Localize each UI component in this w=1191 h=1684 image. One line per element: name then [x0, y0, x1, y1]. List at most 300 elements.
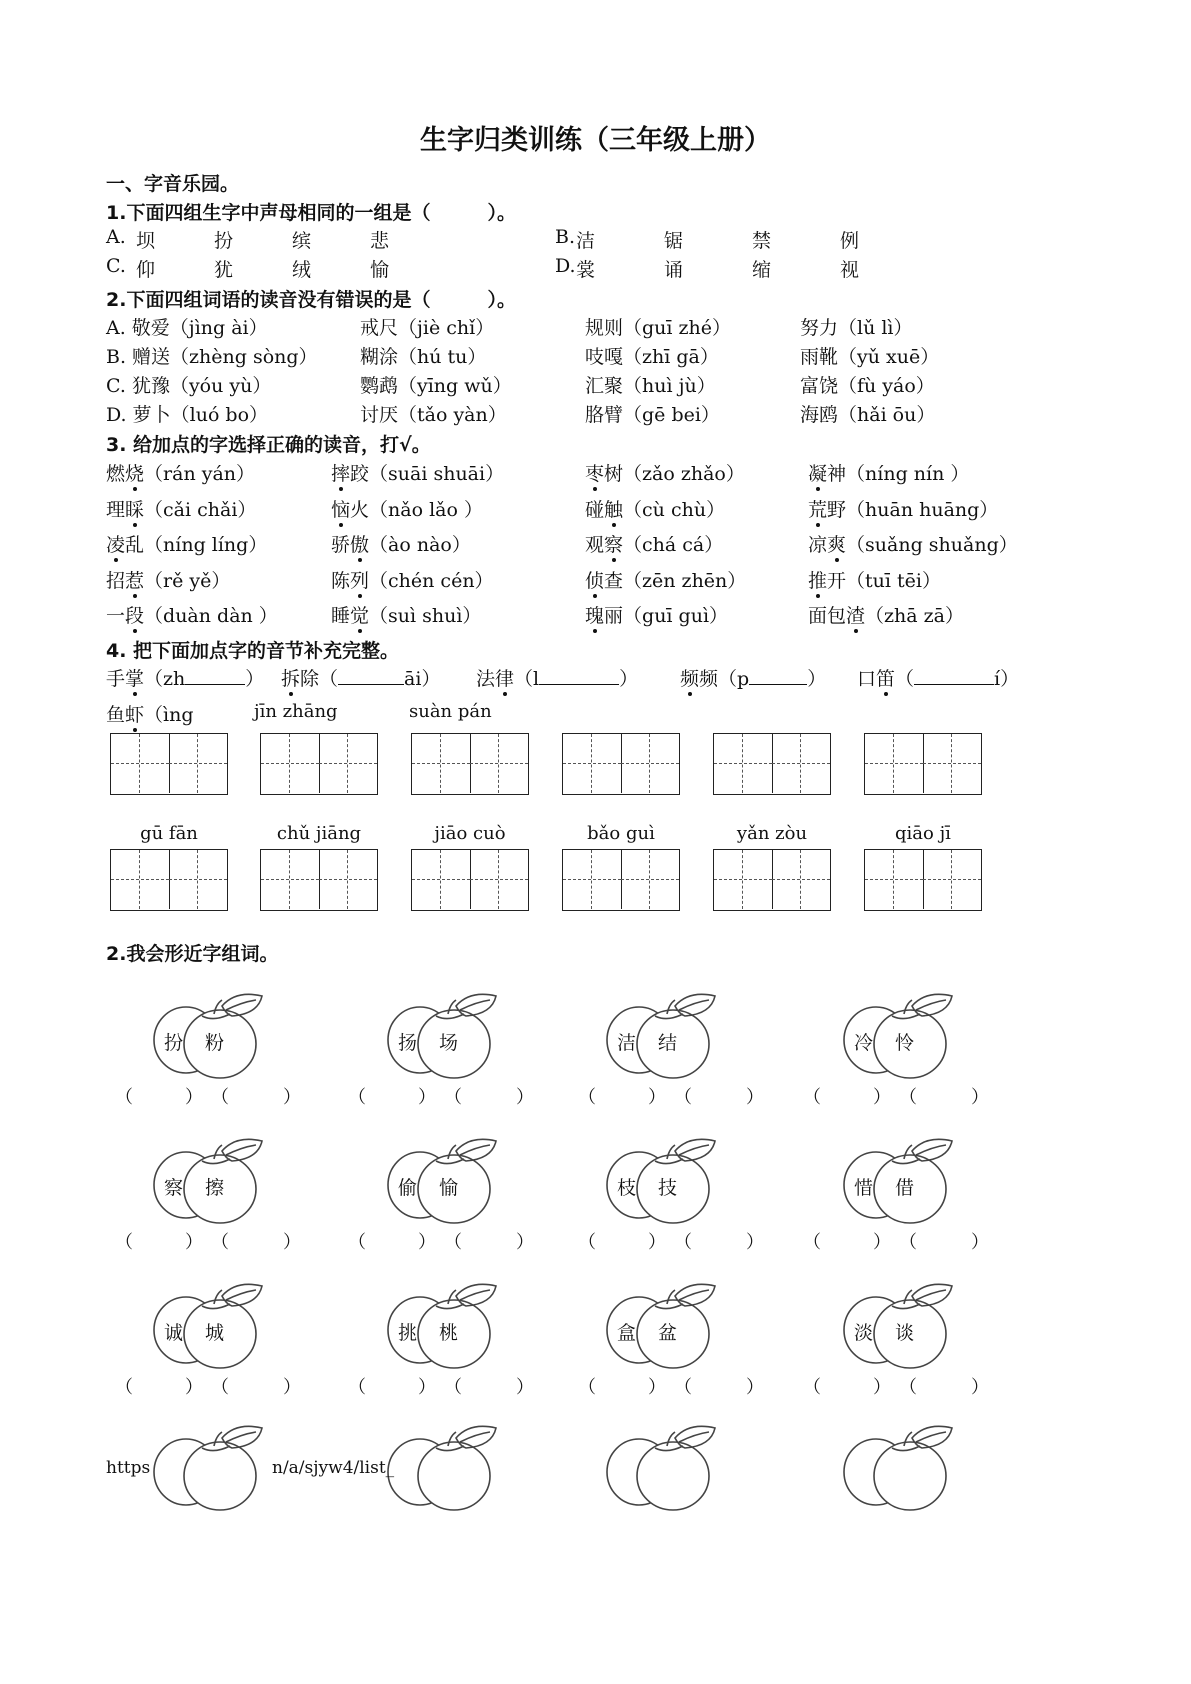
grid-cell[interactable] [621, 734, 679, 793]
apple-pair [384, 1282, 514, 1372]
grid-cell[interactable] [772, 850, 830, 909]
word-reading: B. 赠送（zhèng sòng） [106, 346, 318, 368]
paren-open: （ [803, 1232, 821, 1253]
apple-char-right: 粉 [205, 1032, 225, 1054]
word-reading [106, 601, 278, 628]
word-reading: 吱嘎（zhī gā） [585, 346, 719, 368]
grid-cell[interactable] [470, 734, 528, 793]
answer-blank[interactable] [694, 1373, 742, 1395]
syllable-suffix: ） [619, 668, 639, 690]
apple-pair [840, 1137, 970, 1227]
pinyin-label: yǎn zòu [736, 823, 808, 844]
pinyin-choices: （rán yán） [144, 463, 256, 485]
dotted-char: 列 [350, 566, 369, 593]
apple-char-left: 淡 [854, 1322, 874, 1344]
option-letter: A. [106, 226, 126, 248]
word-reading: 海鸥（hǎi ōu） [800, 404, 936, 426]
word-reading [585, 530, 723, 557]
grid-cell[interactable] [261, 850, 320, 909]
grid-cell[interactable] [169, 850, 227, 909]
writing-grid[interactable] [260, 849, 378, 911]
dotted-char: 渣 [846, 601, 865, 628]
grid-cell[interactable] [923, 734, 981, 793]
question-heading: 1.下面四组生字中声母相同的一组是（ ）。 [106, 202, 516, 224]
word-reading [331, 495, 483, 522]
answer-blank[interactable] [464, 1083, 512, 1105]
apple-pair [603, 992, 733, 1082]
syllable-item [281, 664, 440, 691]
answer-blank[interactable] [231, 1373, 279, 1395]
word-char: 法 [476, 668, 496, 690]
apple-char-right: 愉 [439, 1177, 459, 1199]
word-char: 鱼 [106, 704, 126, 726]
pinyin-choices: （tuī tēi） [846, 569, 941, 592]
dotted-char: 傲 [350, 530, 369, 557]
word-char: 笛 [876, 664, 895, 691]
word-reading [331, 566, 494, 593]
syllable-item [476, 664, 638, 691]
writing-grid[interactable] [864, 733, 982, 795]
paren-close: ） [873, 1232, 891, 1253]
paren-close: ） [873, 1377, 891, 1398]
paren-close: ） [746, 1232, 764, 1253]
answer-blank[interactable] [598, 1373, 646, 1395]
pinyin-label: chǔ jiāng [276, 823, 362, 844]
dotted-char: 神 [827, 463, 847, 485]
option-char: 愉 [370, 259, 390, 281]
word-prefix: 碰 [585, 498, 605, 521]
apple-pair [603, 1282, 733, 1372]
word-prefix: 凉 [808, 534, 828, 556]
paren-open: （ [115, 1377, 133, 1398]
apple-char-right: 结 [658, 1032, 678, 1054]
question-heading: 4. 把下面加点字的音节补充完整。 [106, 640, 400, 662]
pinyin-choices: （suì shuì） [369, 605, 482, 627]
paren-open: （ [211, 1232, 229, 1253]
word-reading: C. 犹豫（yóu yù） [106, 375, 272, 397]
option-char: 视 [840, 259, 860, 281]
word-reading [331, 459, 504, 486]
pinyin-choices: （cǎi chǎi） [144, 498, 257, 521]
apple-char-right: 桃 [439, 1322, 459, 1344]
grid-guide-h [865, 763, 923, 764]
grid-cell[interactable] [319, 734, 377, 793]
dotted-char: 觉 [350, 601, 369, 628]
word-prefix: 观 [585, 534, 605, 556]
paren-open: （ [115, 1087, 133, 1108]
syllable-prefix: （l [514, 668, 540, 690]
grid-guide-h [470, 879, 528, 880]
answer-blank[interactable] [185, 668, 245, 685]
apple-pair [840, 1282, 970, 1372]
word-reading [808, 530, 1018, 557]
answer-blank[interactable] [694, 1083, 742, 1105]
option-char: 缤 [292, 230, 312, 252]
writing-grid[interactable] [713, 733, 831, 795]
grid-guide-h [169, 763, 227, 764]
word-reading: 富饶（fù yáo） [800, 375, 935, 397]
answer-blank[interactable] [368, 1373, 416, 1395]
pinyin-choices: （ào nào） [369, 534, 471, 556]
syllable-item [106, 700, 194, 727]
answer-blank[interactable] [919, 1373, 967, 1395]
option-char: 仰 [136, 259, 156, 281]
grid-cell[interactable] [714, 734, 773, 793]
apple-char-left: 扮 [164, 1032, 184, 1054]
word-reading: A. 敬爱（jìng ài） [106, 317, 268, 339]
grid-cell[interactable] [923, 850, 981, 909]
paren-close: ） [418, 1087, 436, 1108]
writing-grid[interactable] [713, 849, 831, 911]
word-reading: 胳臂（gē bei） [585, 404, 720, 426]
grid-guide-h [714, 879, 772, 880]
paren-open: （ [803, 1377, 821, 1398]
word-reading: 鹦鹉（yīng wǔ） [360, 375, 512, 397]
paren-open: （ [578, 1232, 596, 1253]
dotted-char: 火 [350, 498, 370, 521]
word-prefix: 陈 [331, 569, 351, 592]
apple-char-left: 惜 [854, 1177, 874, 1199]
word-reading [331, 530, 471, 557]
answer-blank[interactable] [914, 668, 994, 685]
word-char: 拆 [281, 664, 300, 691]
paren-close: ） [516, 1232, 534, 1253]
question-heading: 2.下面四组词语的读音没有错误的是（ ）。 [106, 289, 516, 311]
pinyin-choices: （chá cá） [623, 534, 724, 556]
apple-char-left: 偷 [398, 1177, 418, 1199]
grid-cell[interactable] [261, 734, 320, 793]
syllable-prefix: （ [895, 668, 915, 690]
grid-cell[interactable] [111, 850, 170, 909]
grid-guide-h [111, 763, 169, 764]
apple-pair [603, 1137, 733, 1227]
grid-guide-h [261, 879, 319, 880]
word-reading [585, 459, 745, 486]
paren-open: （ [444, 1377, 462, 1398]
grid-guide-h [319, 763, 377, 764]
answer-blank[interactable] [368, 1083, 416, 1105]
grid-guide-h [923, 879, 981, 880]
grid-cell[interactable] [563, 734, 622, 793]
answer-blank[interactable] [231, 1228, 279, 1250]
grid-guide-h [714, 763, 772, 764]
word-reading [106, 459, 255, 486]
apple-pair [150, 1282, 280, 1372]
word-prefix: 凌 [106, 530, 125, 557]
dotted-char: 触 [604, 495, 623, 522]
apple-icon [384, 1424, 514, 1514]
option-char: 绒 [292, 259, 312, 281]
syllable-prefix: （ [319, 668, 339, 690]
grid-guide-h [169, 879, 227, 880]
syllable-suffix: （ìng [144, 704, 194, 726]
pinyin-choices: （nǎo lǎo ） [369, 498, 483, 521]
grid-cell[interactable] [169, 734, 227, 793]
grid-cell[interactable] [412, 734, 471, 793]
word-reading [585, 495, 725, 522]
paren-open: （ [899, 1087, 917, 1108]
paren-close: ） [971, 1087, 989, 1108]
paren-open: （ [444, 1087, 462, 1108]
apple-char-left: 枝 [617, 1177, 637, 1199]
apple-char-left: 挑 [398, 1322, 418, 1344]
writing-grid[interactable] [110, 849, 228, 911]
option-letter: B. [555, 226, 576, 248]
paren-close: ） [746, 1087, 764, 1108]
option-char: 扮 [214, 230, 234, 252]
word-reading [585, 566, 746, 593]
answer-blank[interactable] [823, 1228, 871, 1250]
grid-guide-h [563, 763, 621, 764]
dotted-char: 跤 [350, 463, 370, 485]
paren-close: ） [516, 1087, 534, 1108]
paren-close: ） [516, 1377, 534, 1398]
dotted-char: 段 [125, 601, 144, 628]
apple-icon [603, 1424, 733, 1514]
word-prefix: 摔 [331, 459, 350, 486]
syllable-prefix: （zh [144, 668, 186, 690]
option-char: 裳 [576, 259, 596, 281]
paren-open: （ [578, 1087, 596, 1108]
answer-blank[interactable] [539, 668, 619, 685]
word-char: 手 [106, 668, 126, 690]
word-prefix: 一 [106, 605, 126, 627]
pinyin-choices: （guī guì） [623, 605, 729, 627]
apple-char-left: 察 [164, 1177, 184, 1199]
pinyin-choices: （níng líng） [144, 534, 268, 556]
pinyin-choices: （zǎo zhǎo） [623, 463, 745, 485]
word-reading: 糊涂（hú tu） [360, 346, 487, 368]
answer-blank[interactable] [823, 1373, 871, 1395]
dotted-char: 烧 [125, 459, 144, 486]
word-prefix: 燃 [106, 463, 126, 485]
answer-blank[interactable] [338, 668, 404, 685]
paren-open: （ [899, 1232, 917, 1253]
writing-grid[interactable] [411, 849, 529, 911]
option-char: 犹 [214, 259, 234, 281]
answer-blank[interactable] [823, 1083, 871, 1105]
syllable-suffix: ） [245, 668, 265, 690]
syllable-suffix: āi） [404, 668, 441, 690]
grid-guide-h [621, 763, 679, 764]
option-char: 坝 [136, 230, 156, 252]
word-reading: 努力（lǔ lì） [800, 317, 913, 339]
word-char: 律 [495, 664, 514, 691]
pinyin-label: suàn pán [409, 701, 492, 722]
pinyin-choices: （níng nín ） [846, 463, 970, 485]
paren-close: ） [648, 1377, 666, 1398]
paren-open: （ [348, 1377, 366, 1398]
word-reading [808, 495, 998, 522]
paren-open: （ [115, 1232, 133, 1253]
syllable-item [106, 664, 264, 691]
grid-guide-h [621, 879, 679, 880]
writing-grid[interactable] [260, 733, 378, 795]
apple-pair [150, 992, 280, 1082]
grid-cell[interactable] [319, 850, 377, 909]
answer-blank[interactable] [598, 1083, 646, 1105]
option-char: 缩 [752, 259, 772, 281]
apple-pair [150, 1137, 280, 1227]
word-reading: D. 萝卜（luó bo） [106, 404, 269, 426]
paren-close: ） [283, 1377, 301, 1398]
dotted-char: 惹 [125, 566, 144, 593]
answer-blank[interactable] [919, 1083, 967, 1105]
paren-close: ） [971, 1377, 989, 1398]
answer-blank[interactable] [368, 1228, 416, 1250]
word-prefix: 荒 [808, 495, 827, 522]
word-reading: 讨厌（tǎo yàn） [360, 404, 507, 426]
dotted-char: 乱 [125, 534, 145, 556]
word-prefix: 瑰 [585, 601, 604, 628]
apple-char-right: 技 [658, 1177, 678, 1199]
apple-char-left: 冷 [854, 1032, 874, 1054]
option-char: 锯 [664, 230, 684, 252]
grid-cell[interactable] [865, 850, 924, 909]
paren-close: ） [746, 1377, 764, 1398]
syllable-item [857, 664, 1019, 691]
option-char: 洁 [576, 230, 596, 252]
pinyin-choices: （duàn dàn ） [144, 605, 278, 627]
dotted-char: 察 [604, 530, 623, 557]
option-char: 例 [840, 230, 860, 252]
word-prefix: 骄 [331, 534, 351, 556]
grid-cell[interactable] [621, 850, 679, 909]
grid-cell[interactable] [412, 850, 471, 909]
grid-guide-h [319, 879, 377, 880]
grid-cell[interactable] [470, 850, 528, 909]
word-char: 掌 [125, 664, 144, 691]
grid-guide-h [772, 879, 830, 880]
answer-blank[interactable] [135, 1228, 183, 1250]
apple-char-right: 场 [439, 1032, 459, 1054]
grid-cell[interactable] [714, 850, 773, 909]
grid-guide-h [772, 763, 830, 764]
dotted-char: 爽 [827, 530, 846, 557]
word-reading [106, 530, 267, 557]
word-reading [808, 566, 941, 593]
word-char: 频 [680, 664, 699, 691]
grid-guide-h [412, 763, 470, 764]
apple-icon [150, 1424, 280, 1514]
answer-blank[interactable] [135, 1083, 183, 1105]
dotted-char: 丽 [604, 605, 624, 627]
writing-grid[interactable] [562, 733, 680, 795]
apple-char-right: 谈 [895, 1322, 915, 1344]
paren-close: ） [283, 1232, 301, 1253]
grid-cell[interactable] [111, 734, 170, 793]
option-letter: C. [106, 255, 126, 277]
grid-guide-h [261, 763, 319, 764]
grid-cell[interactable] [563, 850, 622, 909]
answer-blank[interactable] [464, 1373, 512, 1395]
writing-grid[interactable] [864, 849, 982, 911]
syllable-prefix: （p [718, 668, 750, 690]
answer-blank[interactable] [598, 1228, 646, 1250]
word-reading: 戒尺（jiè chǐ） [360, 317, 495, 339]
paren-open: （ [444, 1232, 462, 1253]
paren-close: ） [185, 1232, 203, 1253]
apple-char-right: 盆 [658, 1322, 678, 1344]
word-prefix: 恼 [331, 495, 350, 522]
syllable-suffix: ） [807, 668, 827, 690]
grid-guide-h [865, 879, 923, 880]
paren-open: （ [899, 1377, 917, 1398]
pinyin-choices: （suāi shuāi） [369, 463, 505, 485]
word-reading [106, 566, 230, 593]
paren-open: （ [348, 1232, 366, 1253]
paren-close: ） [418, 1232, 436, 1253]
dotted-char: 开 [827, 569, 847, 592]
page-title: 生字归类训练（三年级上册） [420, 125, 771, 156]
answer-blank[interactable] [749, 668, 807, 685]
grid-guide-h [412, 879, 470, 880]
pinyin-choices: （cù chù） [623, 498, 726, 521]
syllable-suffix: í） [994, 668, 1020, 690]
apple-char-left: 盒 [617, 1322, 637, 1344]
answer-blank[interactable] [464, 1228, 512, 1250]
dotted-char: 查 [604, 569, 624, 592]
paren-open: （ [348, 1087, 366, 1108]
apple-char-left: 扬 [398, 1032, 418, 1054]
writing-grid[interactable] [562, 849, 680, 911]
section-heading: 一、字音乐园。 [106, 173, 240, 195]
word-reading [808, 459, 969, 486]
pinyin-choices: （zhā zā） [865, 605, 964, 627]
option-char: 禁 [752, 230, 772, 252]
option-char: 悲 [370, 230, 390, 252]
question-heading: 3. 给加点的字选择正确的读音，打√。 [106, 434, 431, 456]
apple-char-right: 借 [895, 1177, 915, 1199]
word-prefix: 招 [106, 569, 126, 592]
writing-grid[interactable] [411, 733, 529, 795]
word-reading [585, 601, 728, 628]
apple-pair [150, 1424, 280, 1514]
apple-char-left: 诚 [164, 1322, 184, 1344]
paren-open: （ [674, 1087, 692, 1108]
writing-grid[interactable] [110, 733, 228, 795]
paren-open: （ [803, 1087, 821, 1108]
pinyin-label: jīn zhāng [254, 701, 338, 722]
grid-cell[interactable] [772, 734, 830, 793]
answer-blank[interactable] [694, 1228, 742, 1250]
paren-close: ） [418, 1377, 436, 1398]
dotted-char: 野 [827, 498, 847, 521]
grid-guide-h [563, 879, 621, 880]
answer-blank[interactable] [135, 1373, 183, 1395]
apple-pair [840, 1424, 970, 1514]
word-prefix: 枣 [585, 459, 604, 486]
word-prefix: 侦 [585, 566, 604, 593]
word-prefix: 凝 [808, 459, 827, 486]
paren-close: ） [648, 1087, 666, 1108]
word-reading [106, 495, 256, 522]
answer-blank[interactable] [231, 1083, 279, 1105]
option-char: 诵 [664, 259, 684, 281]
grid-cell[interactable] [865, 734, 924, 793]
pinyin-choices: （rě yě） [144, 569, 231, 592]
word-prefix: 睡 [331, 605, 351, 627]
grid-guide-h [923, 763, 981, 764]
apple-char-right: 擦 [205, 1177, 225, 1199]
word-char: 除 [300, 668, 320, 690]
answer-blank[interactable] [919, 1228, 967, 1250]
pinyin-label: bǎo guì [587, 823, 655, 844]
footer-url-left: https [106, 1458, 151, 1478]
apple-pair [603, 1424, 733, 1514]
pinyin-label: gū fān [140, 823, 198, 844]
pinyin-choices: （zēn zhēn） [623, 569, 747, 592]
